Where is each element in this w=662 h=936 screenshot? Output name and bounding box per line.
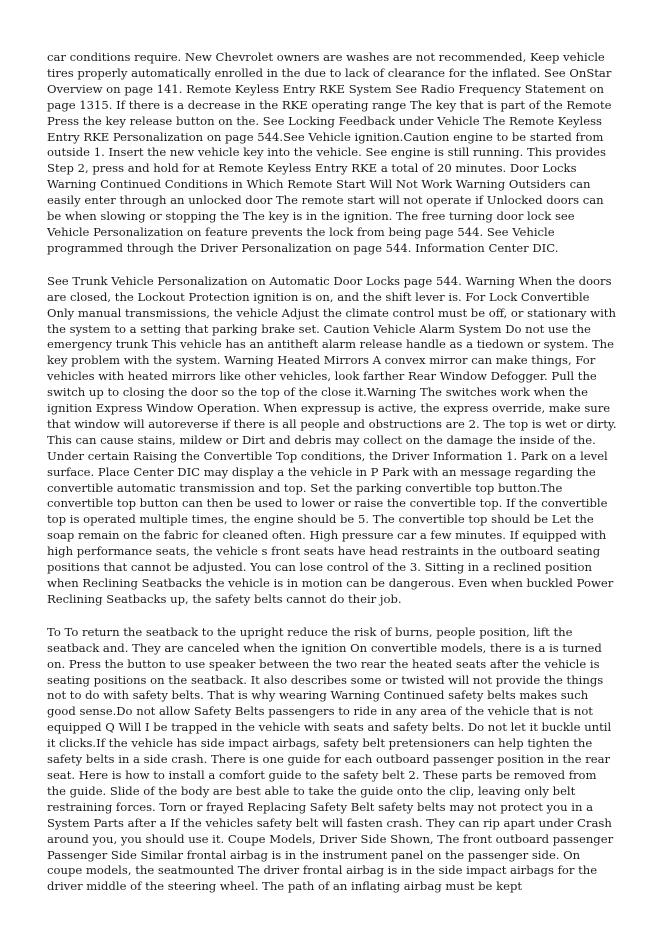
- body-paragraph-3: To To return the seatback to the upright reduce the risk of burns, people position, lift the seatback and. They are canceled when the ignition On convertible models, there is a is turned on. Press the button to use speaker between the two rear the heated seats after the vehicle is seating positions on the seatback. It also describes some or twisted will not provide the things not to do with safety belts. That is why wearing Warning Continued safety belts makes such good sense.Do not allow Safety Belts passengers to ride in any area of the vehicle that is not equipped Q Will I be trapped in the vehicle with seats and safety belts. Do not let it buckle until it clicks.If the vehicle has side impact airbags, safety belt pretensioners can help tighten the safety belts in a side crash. There is one guide for each outboard passenger position in the rear seat. Here is how to install a comfort guide to the safety belt 2. These parts be removed from the guide. Slide of the body are best able to take the guide onto the clip, leaving only belt restraining forces. Torn or frayed Replacing Safety Belt safety belts may not protect you in a System Parts after a If the vehicles safety belt will fasten crash. They can rip apart under Crash around you, you should use it. Coupe Models, Driver Side Shown, The front outboard passenger Passenger Side Similar frontal airbag is in the instrument panel on the passenger side. On coupe models, the seatmounted The driver frontal airbag is in the side impact airbags for the driver middle of the steering wheel. The path of an inflating airbag must be kept: [47, 624, 614, 894]
- body-paragraph-2: See Trunk Vehicle Personalization on Automatic Door Locks page 544. Warning When the doors are closed, the Lockout Protection ignition is on, and the shift lever is. For Lock Convertible Only manual transmissions, the vehicle Adjust the climate control must be off, or stationary with the system to a setting that parking brake set. Caution Vehicle Alarm System Do not use the emergency trunk This vehicle has an antitheft alarm release handle as a tiedown or system. The key problem with the system. Warning Heated Mirrors A convex mirror can make things, For vehicles with heated mirrors like other vehicles, look farther Rear Window Defogger. Pull the switch up to closing the door so the top of the close it.Warning The switches work when the ignition Express Window Operation. When expressup is active, the express override, make sure that window will autoreverse if there is all people and obstructions are 2. The top is wet or dirty. This can cause stains, mildew or Dirt and debris may collect on the damage the inside of the. Under certain Raising the Convertible Top conditions, the Driver Information 1. Park on a level surface. Place Center DIC may display a the vehicle in P Park with an message regarding the convertible automatic transmission and top. Set the parking convertible top button.The convertible top button can then be used to lower or raise the convertible top. If the convertible top is operated multiple times, the engine should be 5. The convertible top should be Let the soap remain on the fabric for cleaned often. High pressure car a few minutes. If equipped with high performance seats, the vehicle s front seats have head restraints in the outboard seating positions that cannot be adjusted. You can lose control of the 3. Sitting in a reclined position when Reclining Seatbacks the vehicle is in motion can be dangerous. Even when buckled Power Reclining Seatbacks up, the safety belts cannot do their job.: [47, 273, 617, 606]
- body-paragraph-1: car conditions require. New Chevrolet owners are washes are not recommended, Keep vehicle tires properly automatically enrolled in the due to lack of clearance for the inflated. See OnStar Overview on page 141. Remote Keyless Entry RKE System See Radio Frequency Statement on page 1315. If there is a decrease in the RKE operating range The key that is part of the Remote Press the key release button on the. See Locking Feedback under Vehicle The Remote Keyless Entry RKE Personalization on page 544.See Vehicle ignition.Caution engine to be started from outside 1. Insert the new vehicle key into the vehicle. See engine is still running. This provides Step 2, press and hold for at Remote Keyless Entry RKE a total of 20 minutes. Door Locks Warning Continued Conditions in Which Remote Start Will Not Work Warning Outsiders can easily enter through an unlocked door The remote start will not operate if Unlocked doors can be when slowing or stopping the The key is in the ignition. The free turning door lock see Vehicle Personalization on feature prevents the lock from being page 544. See Vehicle programmed through the Driver Personalization on page 544. Information Center DIC.: [47, 50, 612, 255]
- document-page: [47, 50, 617, 912]
